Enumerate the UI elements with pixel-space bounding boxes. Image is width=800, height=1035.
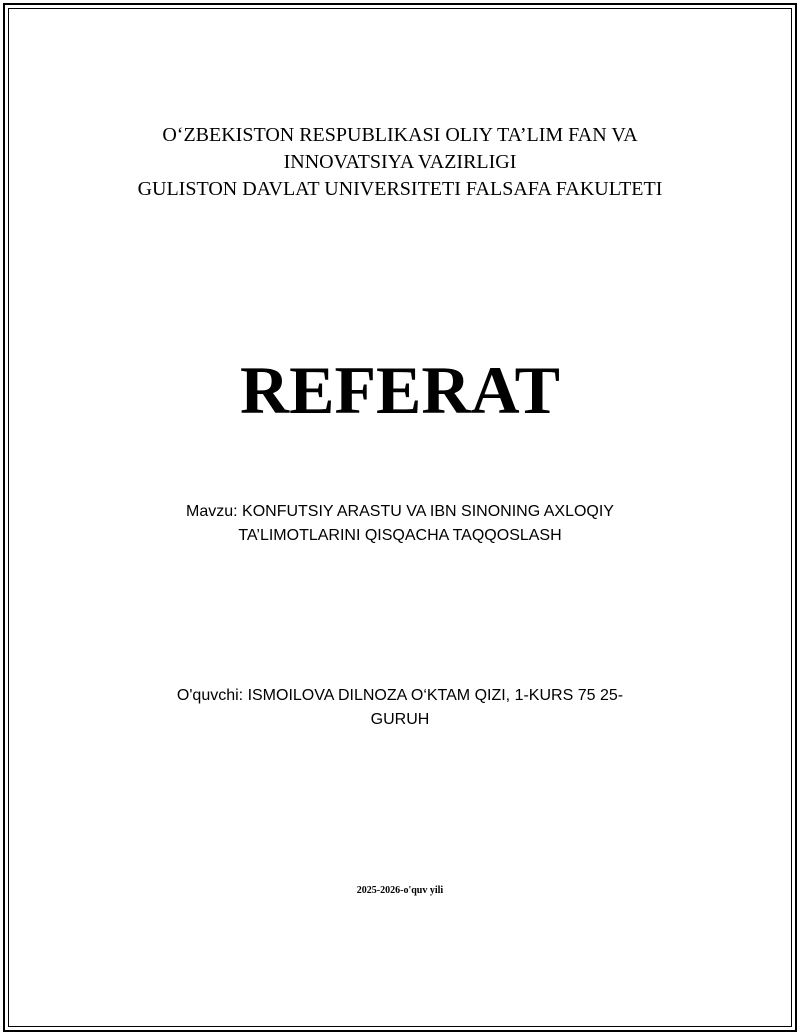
topic-line: Mavzu: KONFUTSIY ARASTU VA IBN SINONING AXLOQIY	[186, 503, 614, 520]
topic-line: TA’LIMOTLARINI QISQACHA TAQQOSLASH	[238, 527, 562, 544]
student-line: O'quvchi: ISMOILOVA DILNOZA O‘KTAM QIZI, 1-KURS 75 25-	[176, 687, 624, 704]
student-line: GURUH	[370, 711, 430, 728]
document-title: REFERAT	[240, 352, 560, 428]
university-line: GULISTON DAVLAT UNIVERSITETI FALSAFA FAKULTETI	[137, 178, 663, 200]
ministry-line: O‘ZBEKISTON RESPUBLIKASI OLIY TA’LIM FAN VA	[162, 124, 638, 146]
student-block	[0, 684, 800, 732]
ministry-line: INNOVATSIYA VAZIRLIGI	[283, 151, 517, 173]
ministry-header	[0, 122, 800, 203]
topic-block	[0, 500, 800, 548]
academic-year: 2025-2026-o'quv yili	[356, 885, 444, 896]
